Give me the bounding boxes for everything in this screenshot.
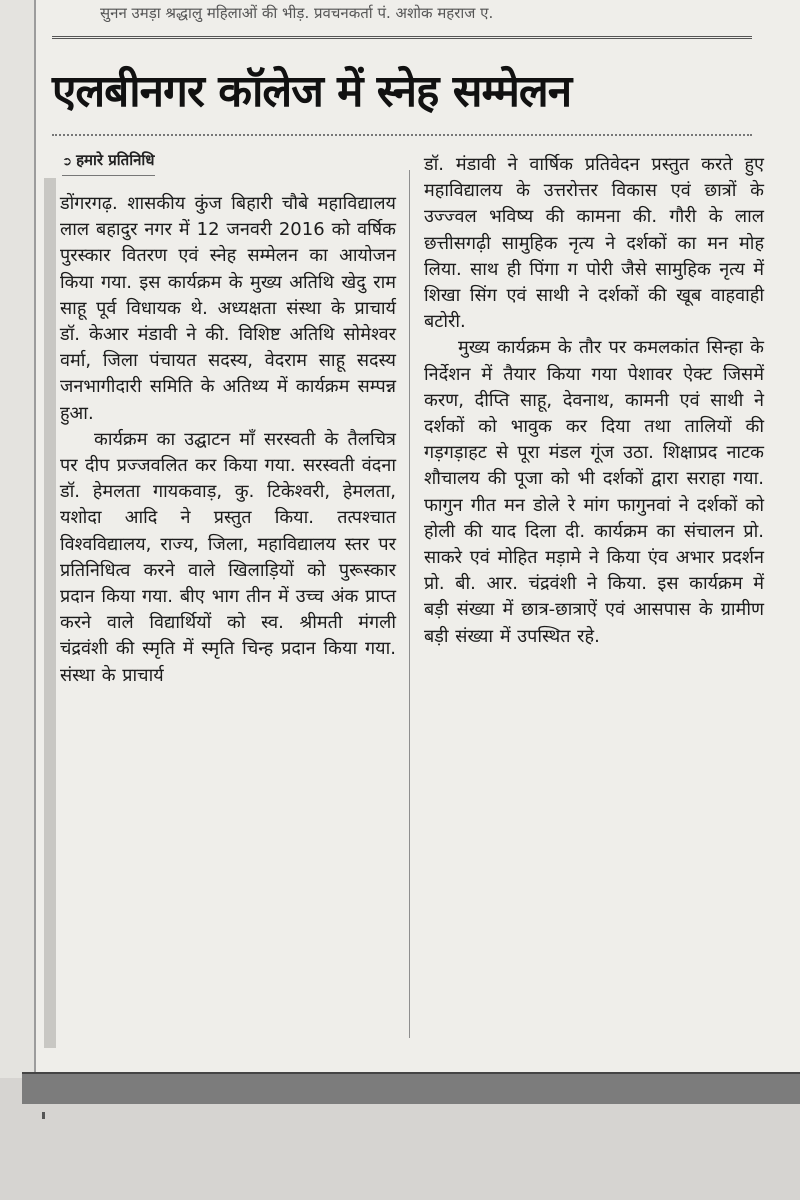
left-margin-strip [0,0,36,1078]
right-paragraph-2: मुख्य कार्यक्रम के तौर पर कमलकांत सिन्हा के निर्देशन में तैयार किया गया पेशावर ऐक्ट जिसमें करण, दीप्ति साहू, देवनाथ, कामनी एवं साथी ने दर्शकों को भावुक कर दिया तथा तालियों की गड़गड़ाहट से पूरा मंडल गूंज उठा. शिक्षाप्रद नाटक शौचालय की पूजा को भी दर्शकों द्वारा सराहा गया. फागुन गीत मन डोले रे मांग फागुनवां ने दर्शकों को होली की याद दिला दी. कार्यक्रम का संचालन प्रो. साकरे एवं मोहित मड़ामे ने किया एंव अभार प्रदर्शन प्रो. बी. आर. चंद्रवंशी ने किया. इस कार्यक्रम में बड़ी संख्या में छात्र-छात्राऐं एवं आसपास के ग्रामीण बड़ी संख्या में उपस्थित रहे. [424,337,764,647]
headline: एलबीनगर कॉलेज में स्नेह सम्मेलन [52,66,572,117]
byline-text: हमारे प्रतिनिधि [76,151,155,169]
scan-background [0,1104,800,1200]
left-paragraph-2: कार्यक्रम का उद्घाटन माँ सरस्वती के तैलचित्र पर दीप प्रज्जवलित कर किया गया. सरस्वती वंदना डॉ. हेमलता गायकवाड़, कु. टिकेश्वरी, हेमलता, यशोदा आदि ने प्रस्तुत किया. तत्पश्चात विश्वविद्यालय, राज्य, जिला, महाविद्यालय स्तर पर प्रतिनिधित्व करने वाले खिलाड़ियों को पुरूस्कार प्रदान किया गया. बीए भाग तीन में उच्च अंक प्राप्त करने वाले विद्यार्थियों को स्व. श्रीमती मंगली चंद्रवंशी की स्मृति में स्मृति चिन्ह प्रदान किया गया. संस्था के प्राचार्य [60,428,396,686]
column-divider [409,170,410,1038]
previous-article-strip: सुनन उमड़ा श्रद्धालु महिलाओं की भीड़. प्रवचनकर्ता पं. अशोक महराज ए. [100,4,494,22]
left-paragraph-1: डोंगरगढ़. शासकीय कुंज बिहारी चौबे महाविद्यालय लाल बहादुर नगर में 12 जनवरी 2016 को वर्षिक पुरस्कार वितरण एवं स्नेह सम्मेलन का आयोजन किया गया. इस कार्यक्रम के मुख्य अतिथि खेदु राम साहू पूर्व विधायक थे. अध्यक्षता संस्था के प्राचार्य डॉ. केआर मंडावी ने की. विशिष्ट अतिथि सोमेश्वर वर्मा, जिला पंचायत सदस्य, वेदराम साहू सदस्य जनभागीदारी समिति के अतिथ्य में कार्यक्रम सम्पन्न हुआ. [60,193,396,424]
right-paragraph-1: डॉ. मंडावी ने वार्षिक प्रतिवेदन प्रस्तुत करते हुए महाविद्यालय के उत्तरोत्तर विकास एवं छात्रों के उज्ज्वल भविष्य की कामना की. गौरी के लाल छत्तीसगढ़ी सामुहिक नृत्य ने दर्शकों का मन मोह लिया. साथ ही पिंगा ग पोरी जैसे सामुहिक नृत्य में शिखा सिंग एवं साथी ने दर्शकों की खूब वाहवाही बटोरी. [424,154,764,333]
article-column-right [424,152,764,650]
headline-rule [52,134,752,136]
side-column-strip [44,178,56,1048]
top-rule [52,36,752,39]
byline-arrow-icon: ➲ [62,154,73,168]
article-column-left [60,191,396,689]
scan-speck [42,1112,45,1119]
byline [62,150,155,176]
bottom-border-band [22,1072,800,1106]
